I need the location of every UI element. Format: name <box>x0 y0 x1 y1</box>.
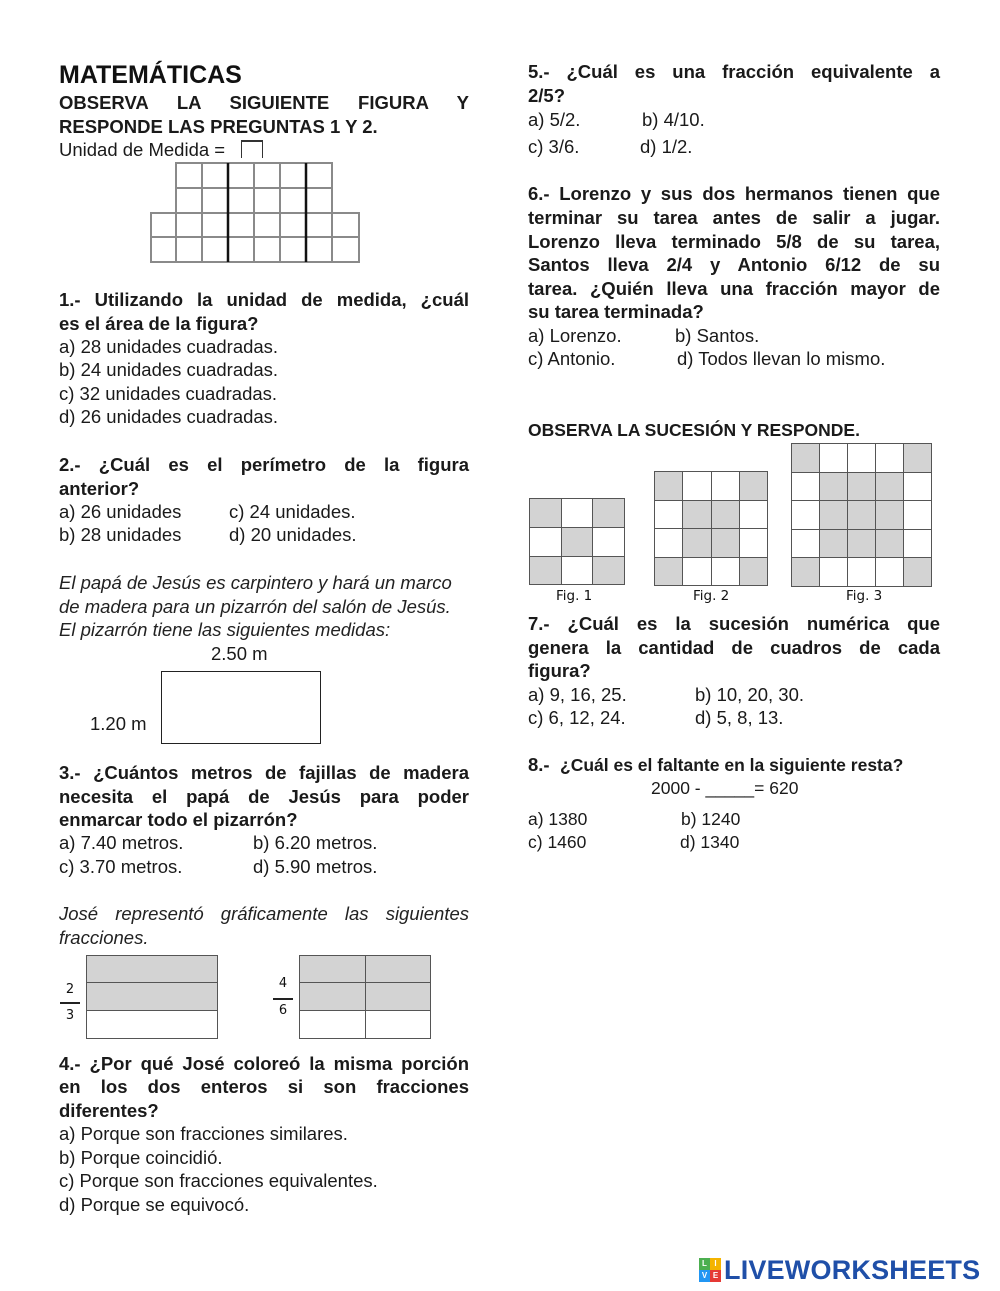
fig2-cell <box>682 557 711 587</box>
q3-option-b[interactable]: b) 6.20 metros. <box>253 832 378 853</box>
q6-line-1: 6.- Lorenzo y sus dos hermanos tienen que <box>528 183 940 204</box>
fig1-cell <box>592 556 625 585</box>
fig3-cell <box>791 557 820 587</box>
q7-option-a[interactable]: a) 9, 16, 25. <box>528 684 627 705</box>
fig3-cell <box>847 472 876 502</box>
liveworksheets-logo[interactable] <box>699 1256 995 1288</box>
unit-square-icon <box>241 140 263 158</box>
q6-option-a[interactable]: a) Lorenzo. <box>528 325 622 346</box>
q6-line-4: Santos lleva 2/4 y Antonio 6/12 de su <box>528 254 940 275</box>
fig2-cell <box>739 557 768 587</box>
q5-option-a[interactable]: a) 5/2. <box>528 109 581 130</box>
fig3-cell <box>819 443 848 473</box>
q6-option-d[interactable]: d) Todos llevan lo mismo. <box>677 348 886 369</box>
q4-line-2: en los dos enteros si son fracciones <box>59 1076 469 1097</box>
q1-line-2: es el área de la figura? <box>59 313 259 334</box>
fig1-cell <box>561 498 593 528</box>
q8-option-a[interactable]: a) 1380 <box>528 809 588 829</box>
fig2-cell <box>654 471 683 501</box>
area-figure <box>150 161 362 264</box>
fig2-cell <box>654 500 683 530</box>
fig3-cell <box>875 443 904 473</box>
q4-option-d[interactable]: d) Porque se equivocó. <box>59 1194 250 1215</box>
fig2-caption: Fig. 2 <box>693 588 730 604</box>
q2-line-2: anterior? <box>59 478 140 499</box>
fig1-cell <box>529 527 562 557</box>
fig3-cell <box>903 557 932 587</box>
fig1-cell <box>561 527 593 557</box>
q1-option-b[interactable]: b) 24 unidades cuadradas. <box>59 359 279 380</box>
sequence-heading: OBSERVA LA SUCESIÓN Y RESPONDE. <box>528 420 860 440</box>
fig2-cell <box>682 500 711 530</box>
fig3-cell <box>875 557 904 587</box>
q1-option-d[interactable]: d) 26 unidades cuadradas. <box>59 406 279 427</box>
q3-option-d[interactable]: d) 5.90 metros. <box>253 856 378 877</box>
q5-line-2: 2/5? <box>528 85 566 106</box>
q5-option-b[interactable]: b) 4/10. <box>642 109 705 130</box>
story2-line-1: José representó gráficamente las siguientes <box>59 903 469 924</box>
q4-option-c[interactable]: c) Porque son fracciones equivalentes. <box>59 1170 378 1191</box>
fraction-2-denominator: 6 <box>278 1003 288 1018</box>
fig2-cell <box>739 528 768 558</box>
logo-letter-block: I <box>710 1258 721 1270</box>
fig3-cell <box>875 472 904 502</box>
fig3-cell <box>791 443 820 473</box>
story2-line-2: fracciones. <box>59 927 149 948</box>
fig1-caption: Fig. 1 <box>556 588 593 604</box>
intro-line-2: RESPONDE LAS PREGUNTAS 1 Y 2. <box>59 116 378 137</box>
fig3-cell <box>791 529 820 559</box>
fraction-2-part-6 <box>365 1010 431 1039</box>
story1-line-2: de madera para un pizarrón del salón de Jesús. <box>59 596 451 617</box>
logo-letter-block: E <box>710 1270 721 1282</box>
fig2-cell <box>654 528 683 558</box>
q1-option-a[interactable]: a) 28 unidades cuadradas. <box>59 336 279 357</box>
fig3-cell <box>903 472 932 502</box>
q4-line-1: 4.- ¿Por qué José coloreó la misma porción <box>59 1053 469 1074</box>
q3-option-c[interactable]: c) 3.70 metros. <box>59 856 183 877</box>
fig2-cell <box>711 557 740 587</box>
q6-option-c[interactable]: c) Antonio. <box>528 348 616 369</box>
fraction-2-part-5 <box>299 1010 366 1039</box>
q1-line-1: 1.- Utilizando la unidad de medida, ¿cuál <box>59 289 469 310</box>
fig3-cell <box>875 529 904 559</box>
q3-line-1: 3.- ¿Cuántos metros de fajillas de madera <box>59 762 469 783</box>
fraction-2-part-4 <box>365 982 431 1011</box>
sequence-figure-3 <box>791 443 931 586</box>
q2-option-b[interactable]: b) 28 unidades <box>59 524 182 545</box>
q2-line-1: 2.- ¿Cuál es el perímetro de la figura <box>59 454 469 475</box>
intro-line-1: OBSERVA LA SIGUIENTE FIGURA Y <box>59 92 469 113</box>
fig3-cell <box>875 500 904 530</box>
fig3-cell <box>847 529 876 559</box>
fraction-2-numerator: 4 <box>278 976 288 991</box>
fig2-cell <box>739 471 768 501</box>
logo-text: LIVEWORKSHEETS <box>724 1255 981 1285</box>
q3-line-3: enmarcar todo el pizarrón? <box>59 809 298 830</box>
fig3-cell <box>791 472 820 502</box>
fig3-cell <box>903 443 932 473</box>
fig3-cell <box>847 443 876 473</box>
fig3-cell <box>819 472 848 502</box>
story1-line-1: El papá de Jesús es carpintero y hará un marco <box>59 572 452 593</box>
q7-line-1: 7.- ¿Cuál es la sucesión numérica que <box>528 613 940 634</box>
logo-letter-block: L <box>699 1258 710 1270</box>
fraction-2-bar-model <box>299 955 431 1039</box>
fig3-cell <box>847 557 876 587</box>
q2-option-c[interactable]: c) 24 unidades. <box>229 501 356 522</box>
q1-option-c[interactable]: c) 32 unidades cuadradas. <box>59 383 278 404</box>
page-title: MATEMÁTICAS <box>59 61 242 89</box>
fig3-cell <box>819 500 848 530</box>
q6-option-b[interactable]: b) Santos. <box>675 325 760 346</box>
q6-line-5: tarea. ¿Quién lleva una fracción mayor de <box>528 278 940 299</box>
fraction-1-bar <box>60 1002 80 1004</box>
q7-line-3: figura? <box>528 660 591 681</box>
sequence-figure-2 <box>654 471 767 585</box>
q5-option-c[interactable]: c) 3/6. <box>528 136 580 157</box>
fig1-cell <box>592 527 625 557</box>
fig2-cell <box>711 500 740 530</box>
unit-label: Unidad de Medida = <box>59 139 226 160</box>
fraction-1-bar-model <box>86 955 218 1039</box>
q3-line-2: necesita el papá de Jesús para poder <box>59 786 469 807</box>
area-figure-grid <box>150 161 362 264</box>
fig1-cell <box>592 498 625 528</box>
fraction-2-bar <box>273 998 293 1000</box>
q2-option-d[interactable]: d) 20 unidades. <box>229 524 357 545</box>
sequence-figure-1 <box>529 498 625 585</box>
q5-line-1: 5.- ¿Cuál es una fracción equivalente a <box>528 61 940 82</box>
fig2-cell <box>739 500 768 530</box>
q5-option-d[interactable]: d) 1/2. <box>640 136 693 157</box>
q2-option-a[interactable]: a) 26 unidades <box>59 501 182 522</box>
fig1-cell <box>529 498 562 528</box>
q7-option-d[interactable]: d) 5, 8, 13. <box>695 707 784 728</box>
story1-line-3: El pizarrón tiene las siguientes medidas: <box>59 619 391 640</box>
fig3-cell <box>791 500 820 530</box>
fig2-cell <box>682 528 711 558</box>
q7-option-c[interactable]: c) 6, 12, 24. <box>528 707 626 728</box>
fig2-cell <box>711 471 740 501</box>
q6-line-6: su tarea terminada? <box>528 301 704 322</box>
logo-letter-block: V <box>699 1270 710 1282</box>
fig3-cell <box>903 500 932 530</box>
fraction-2-part-1 <box>299 955 366 983</box>
q8-equation: 2000 - _____= 620 <box>651 778 799 798</box>
q8-option-b[interactable]: b) 1240 <box>681 809 741 829</box>
q4-option-a[interactable]: a) Porque son fracciones similares. <box>59 1123 348 1144</box>
q6-line-2: terminar su tarea antes de salir a jugar. <box>528 207 940 228</box>
q8-prefix: 8.- <box>528 754 550 775</box>
q6-line-3: Lorenzo lleva terminado 5/8 de su tarea, <box>528 231 940 252</box>
fig1-cell <box>529 556 562 585</box>
q8-question: ¿Cuál es el faltante en la siguiente resta? <box>560 755 904 775</box>
logo-letters-block <box>699 1258 721 1282</box>
fig3-caption: Fig. 3 <box>846 588 883 604</box>
fig3-cell <box>819 529 848 559</box>
fraction-1-part-3 <box>86 1010 218 1039</box>
fig3-cell <box>819 557 848 587</box>
board-rectangle <box>161 671 321 744</box>
fig2-cell <box>711 528 740 558</box>
fraction-2-part-2 <box>365 955 431 983</box>
fig1-cell <box>561 556 593 585</box>
fraction-1-part-1 <box>86 955 218 983</box>
fig3-cell <box>847 500 876 530</box>
fig2-cell <box>682 471 711 501</box>
q8-option-c[interactable]: c) 1460 <box>528 832 587 852</box>
q4-option-b[interactable]: b) Porque coincidió. <box>59 1147 223 1168</box>
board-width-label: 2.50 m <box>211 643 268 664</box>
fraction-1-numerator: 2 <box>65 982 75 997</box>
fig2-cell <box>654 557 683 587</box>
q7-option-b[interactable]: b) 10, 20, 30. <box>695 684 805 705</box>
q4-line-3: diferentes? <box>59 1100 159 1121</box>
q3-option-a[interactable]: a) 7.40 metros. <box>59 832 184 853</box>
fig3-cell <box>903 529 932 559</box>
fraction-1-denominator: 3 <box>65 1008 75 1023</box>
board-height-label: 1.20 m <box>90 713 147 734</box>
fraction-1-part-2 <box>86 982 218 1011</box>
q7-line-2: genera la cantidad de cuadros de cada <box>528 637 940 658</box>
fraction-2-part-3 <box>299 982 366 1011</box>
q8-option-d[interactable]: d) 1340 <box>680 832 740 852</box>
